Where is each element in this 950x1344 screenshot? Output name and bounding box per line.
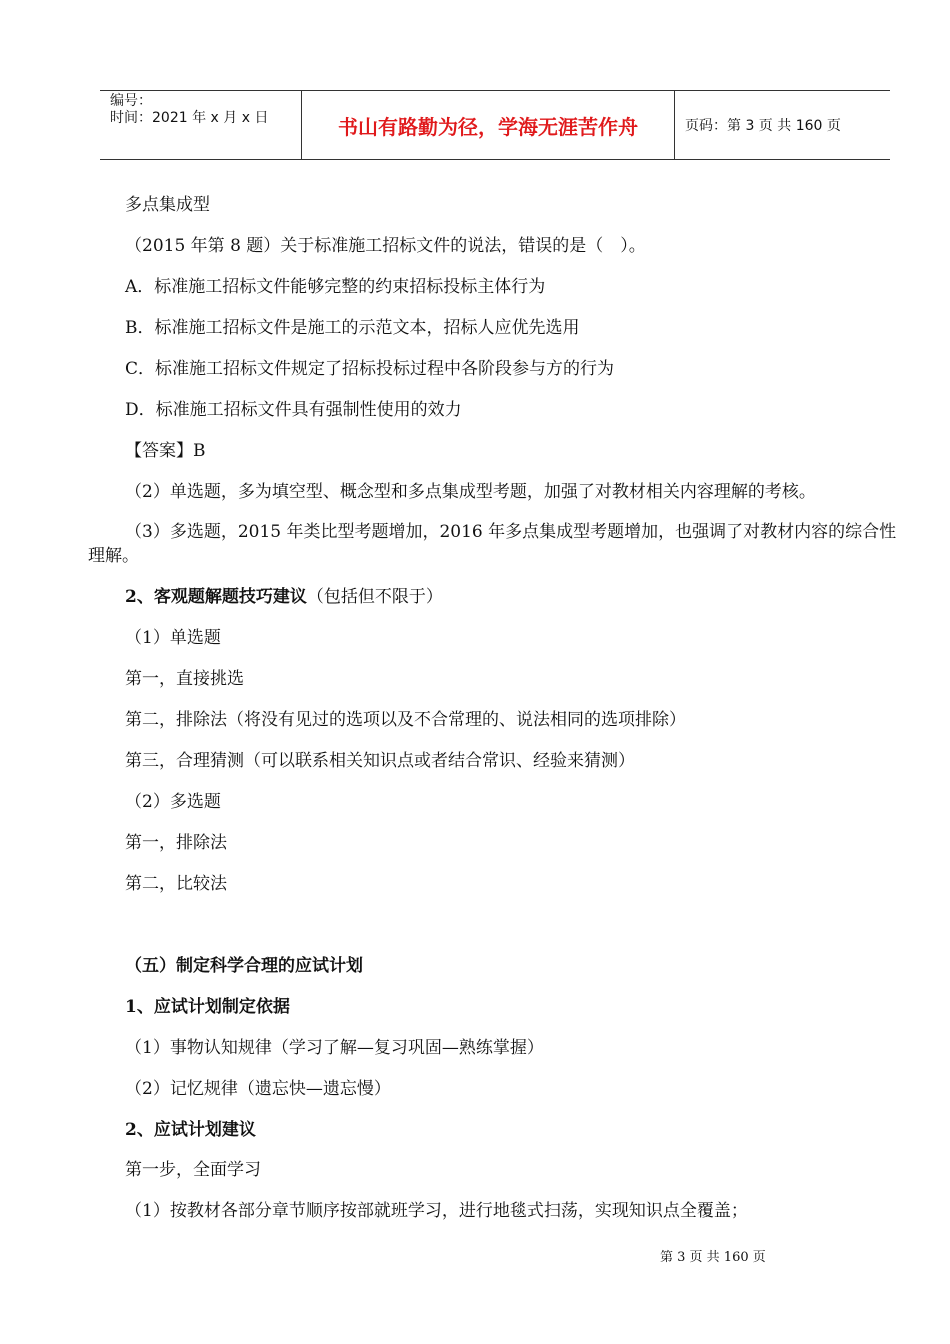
text-line: 第三，合理猜测（可以联系相关知识点或者结合常识、经验来猜测） (125, 751, 635, 771)
text-line: （1）事物认知规律（学习了解—复习巩固—熟练掌握） (125, 1038, 544, 1058)
text-line: 第二，比较法 (125, 874, 227, 894)
text-line: （1）按教材各部分章节顺序按部就班学习，进行地毯式扫荡，实现知识点全覆盖； (125, 1201, 748, 1221)
option-d: D．标准施工招标文件具有强制性使用的效力 (125, 400, 462, 420)
option-c: C．标准施工招标文件规定了招标投标过程中各阶段参与方的行为 (125, 359, 615, 379)
section-heading: 2、应试计划建议 (125, 1120, 256, 1140)
question-stem: （2015 年第 8 题）关于标准施工招标文件的说法，错误的是（ ）。 (125, 236, 646, 256)
text-paragraph: （3）多选题，2015 年类比型考题增加，2016 年多点集成型考题增加，也强调了对教材内容的综合性理解。 (88, 522, 897, 566)
heading-note: （包括但不限于） (306, 587, 443, 607)
header-page-info: 页码：第 3 页 共 160 页 (685, 118, 841, 134)
header-meta (100, 91, 302, 159)
text-line: 第一步，全面学习 (125, 1160, 261, 1180)
option-b: B．标准施工招标文件是施工的示范文本，招标人应优先选用 (125, 318, 580, 338)
text-line: （2）多选题 (125, 792, 221, 812)
time-text: 时间：2021 年 x 月 x 日 (110, 110, 269, 126)
option-a: A．标准施工招标文件能够完整的约束招标投标主体行为 (125, 277, 546, 297)
page-footer: 第 3 页 共 160 页 (660, 1250, 766, 1265)
section-heading: 1、应试计划制定依据 (125, 997, 290, 1017)
answer-line: 【答案】B (125, 441, 206, 461)
page-header (100, 90, 890, 160)
text-line: 第一，排除法 (125, 833, 227, 853)
text-line: （1）单选题 (125, 628, 221, 648)
text-line: （2）记忆规律（遗忘快—遗忘慢） (125, 1079, 391, 1099)
section-heading (125, 586, 443, 608)
number-label: 编号： (110, 93, 152, 109)
text-line: 第二，排除法（将没有见过的选项以及不合常理的、说法相同的选项排除） (125, 710, 686, 730)
text-line: （2）单选题，多为填空型、概念型和多点集成型考题，加强了对教材相关内容理解的考核。 (125, 482, 816, 502)
text-line: 多点集成型 (125, 195, 210, 215)
text-line: 第一，直接挑选 (125, 669, 244, 689)
header-motto: 书山有路勤为径，学海无涯苦作舟 (302, 91, 675, 159)
heading-bold: 2、客观题解题技巧建议 (125, 587, 307, 607)
section-heading: （五）制定科学合理的应试计划 (125, 956, 363, 976)
